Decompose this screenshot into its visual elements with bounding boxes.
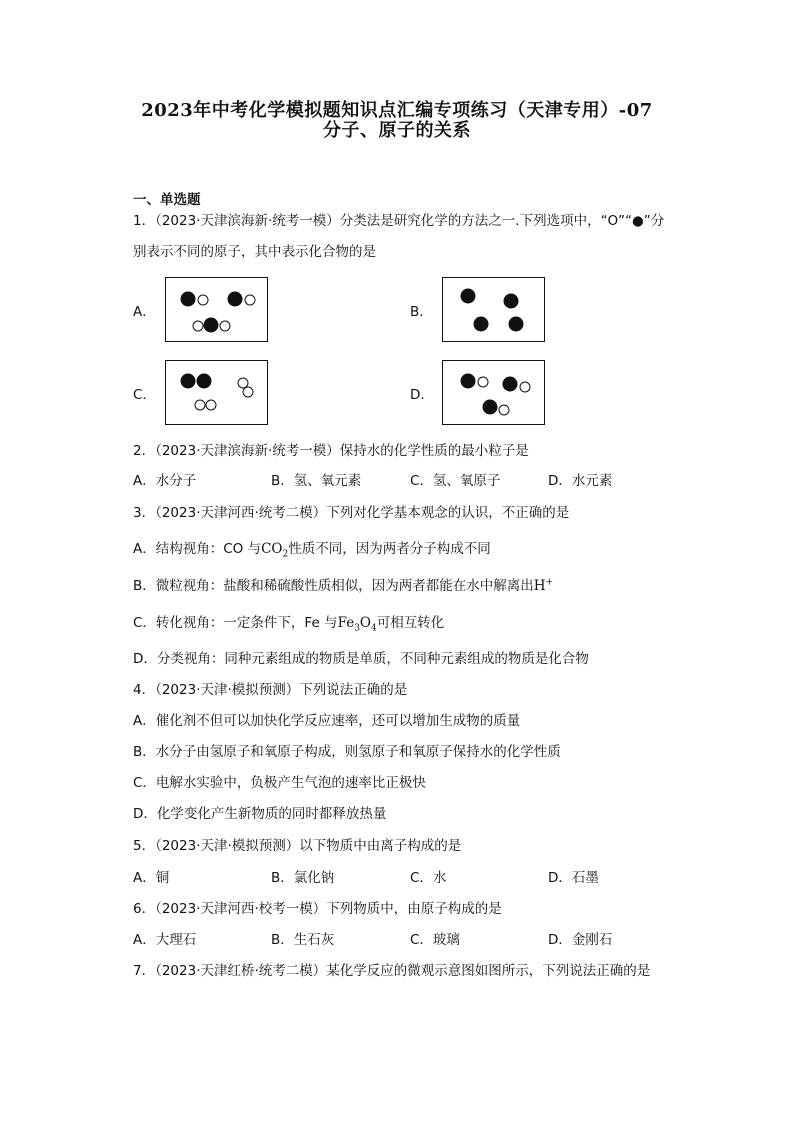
q6-option-c[interactable]: C．玻璃	[410, 932, 460, 948]
black-atom	[483, 400, 498, 415]
q3-b-ion: H+	[533, 577, 554, 594]
q1-option-c-label[interactable]: C．	[133, 387, 156, 403]
white-atom	[520, 382, 530, 392]
q1-option-d-label[interactable]: D．	[410, 387, 434, 403]
q3-c-prefix: C．转化视角：一定条件下，Fe 与	[133, 615, 338, 631]
q3-c-formula: $Fe_3O_4$	[337, 615, 377, 634]
white-atom	[499, 405, 509, 415]
q3-option-c[interactable]	[133, 614, 444, 632]
white-atom	[238, 378, 248, 388]
black-atom	[197, 374, 212, 389]
page-title-line1: 2023年中考化学模拟题知识点汇编专项练习（天津专用）-07	[141, 100, 653, 121]
white-atom	[243, 387, 253, 397]
q6-option-b[interactable]: B．生石灰	[271, 932, 335, 948]
white-atom	[220, 321, 230, 331]
q1-option-c-diagram[interactable]	[165, 360, 268, 425]
white-atom	[206, 400, 216, 410]
black-atom	[504, 294, 519, 309]
q2-option-b[interactable]: B．氢、氧元素	[271, 473, 362, 489]
white-atom	[245, 295, 255, 305]
option-c-molecules	[166, 361, 267, 424]
black-atom	[503, 377, 518, 392]
q1-option-a-label[interactable]: A．	[133, 304, 156, 320]
white-atom	[198, 295, 208, 305]
q2-option-a[interactable]: A．水分子	[133, 473, 197, 489]
option-a-molecules	[166, 278, 267, 341]
page-title-line2: 分子、原子的关系	[323, 120, 471, 141]
q7-stem: 7．（2023·天津红桥·统考二模）某化学反应的微观示意图如图所示，下列说法正确的是	[133, 963, 651, 979]
q5-option-d[interactable]: D．石墨	[548, 870, 599, 886]
q1-option-b-diagram[interactable]	[442, 277, 545, 342]
q2-option-c[interactable]: C．氢、氧原子	[410, 473, 501, 489]
black-atom	[461, 289, 476, 304]
q1-option-b-label[interactable]: B．	[410, 304, 433, 320]
q3-option-a[interactable]	[133, 540, 491, 558]
q4-option-d[interactable]: D．化学变化产生新物质的同时都释放热量	[133, 806, 387, 822]
q4-option-c[interactable]: C．电解水实验中，负极产生气泡的速率比正极快	[133, 775, 426, 791]
q1-stem-line1: 1．（2023·天津滨海新·统考一模）分类法是研究化学的方法之一.下列选项中，“O”“●”分	[133, 213, 665, 229]
q4-stem: 4．（2023·天津·模拟预测）下列说法正确的是	[133, 682, 408, 698]
black-atom	[181, 292, 196, 307]
q3-option-d[interactable]: D．分类视角：同种元素组成的物质是单质，不同种元素组成的物质是化合物	[133, 651, 589, 667]
white-atom	[195, 400, 205, 410]
q6-option-a[interactable]: A．大理石	[133, 932, 197, 948]
q6-option-d[interactable]: D．金刚石	[548, 932, 613, 948]
section-heading: 一、单选题	[133, 192, 201, 208]
q2-stem: 2．（2023·天津滨海新·统考一模）保持水的化学性质的最小粒子是	[133, 443, 529, 459]
black-atom	[228, 292, 243, 307]
q3-a-prefix: A．结构视角：CO 与	[133, 541, 262, 557]
q2-option-d[interactable]: D．水元素	[548, 473, 613, 489]
q4-option-a[interactable]: A．催化剂不但可以加快化学反应速率，还可以增加生成物的质量	[133, 713, 521, 729]
q3-a-formula: $CO_2$	[261, 541, 289, 560]
q5-option-b[interactable]: B．氯化钠	[271, 870, 335, 886]
q5-option-c[interactable]: C．水	[410, 870, 447, 886]
q4-option-b[interactable]: B．水分子由氢原子和氧原子构成，则氢原子和氧原子保持水的化学性质	[133, 744, 561, 760]
black-atom	[204, 318, 219, 333]
q1-option-d-diagram[interactable]	[442, 360, 545, 425]
q3-a-suffix: 性质不同，因为两者分子构成不同	[288, 541, 491, 557]
q3-option-b[interactable]	[133, 577, 553, 595]
q3-stem: 3．（2023·天津河西·统考二模）下列对化学基本观念的认识，不正确的是	[133, 505, 570, 521]
q6-stem: 6．（2023·天津河西·校考一模）下列物质中，由原子构成的是	[133, 901, 502, 917]
option-b-molecules	[443, 278, 544, 341]
black-atom	[509, 317, 524, 332]
q5-option-a[interactable]: A．铜	[133, 870, 170, 886]
q1-option-a-diagram[interactable]	[165, 277, 268, 342]
black-atom	[461, 374, 476, 389]
white-atom	[193, 321, 203, 331]
q3-c-suffix: 可相互转化	[376, 615, 445, 631]
white-atom	[478, 377, 488, 387]
black-atom	[474, 317, 489, 332]
black-atom	[181, 374, 196, 389]
q5-stem: 5．（2023·天津·模拟预测）以下物质中由离子构成的是	[133, 838, 462, 854]
q1-stem-line2: 别表示不同的原子，其中表示化合物的是	[133, 244, 376, 260]
q3-b-prefix: B．微粒视角：盐酸和稀硫酸性质相似，因为两者都能在水中解离出	[133, 578, 534, 594]
option-d-molecules	[443, 361, 544, 424]
